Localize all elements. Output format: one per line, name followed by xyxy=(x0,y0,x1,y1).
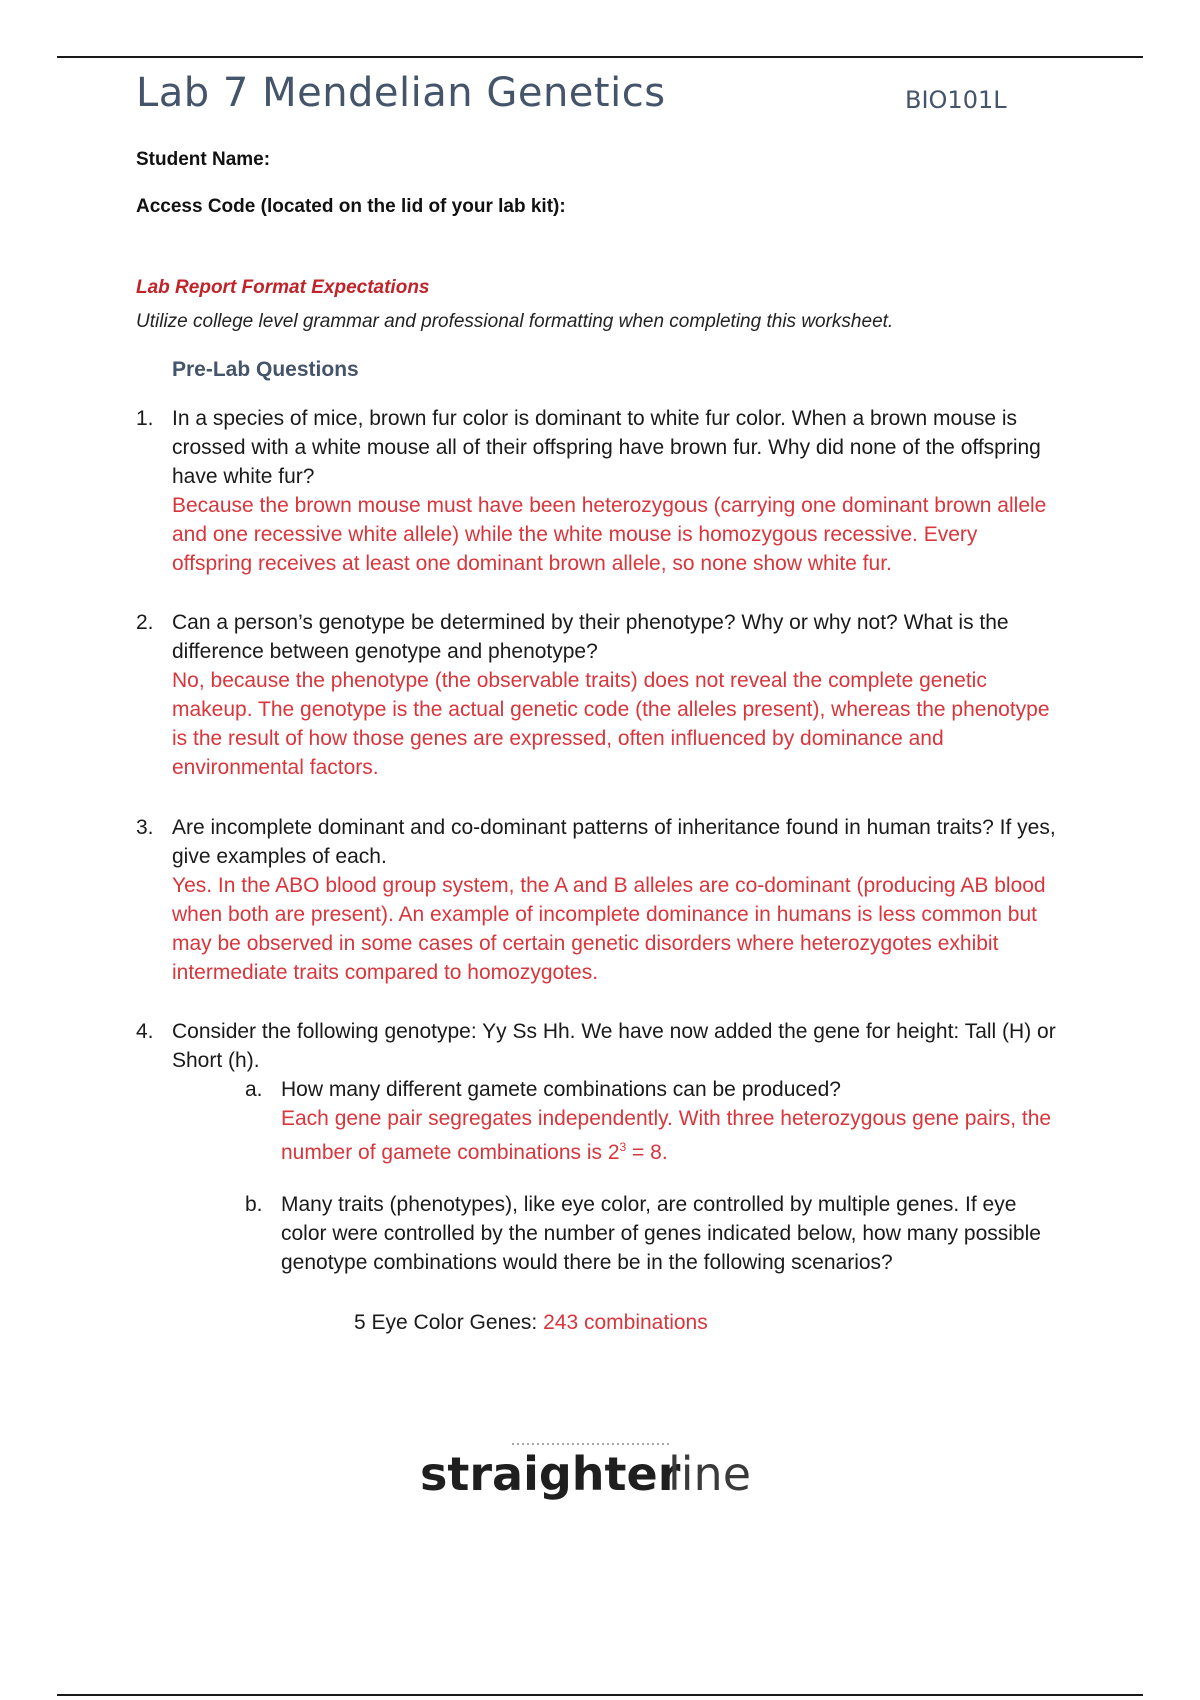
question-text: Can a person’s genotype be determined by their phenotype? Why or why not? What is the difference between genotype and phenotype? xyxy=(172,611,1009,663)
access-code-label: Access Code (located on the lid of your lab kit): xyxy=(136,196,566,217)
straighterline-logo xyxy=(420,1440,780,1510)
question-number: 3. xyxy=(136,816,154,839)
subquestion-letter: a. xyxy=(245,1078,263,1101)
question-number: 2. xyxy=(136,611,154,634)
question-text: Consider the following genotype: Yy Ss Hh. We have now added the gene for height: Tall (H) or Short (h). xyxy=(172,1020,1056,1072)
question-text: In a species of mice, brown fur color is dominant to white fur color. When a brown mouse is crossed with a white mouse all of their offspring have brown fur. Why did none of the offspring have white fur? xyxy=(172,407,1041,488)
answer-text-part: = 8. xyxy=(626,1141,668,1164)
eye-color-answer: 243 combinations xyxy=(543,1311,708,1334)
question-1 xyxy=(136,404,1056,578)
logo-light-text: line xyxy=(668,1447,752,1501)
answer-exponent: 3 xyxy=(619,1140,627,1154)
eye-color-line xyxy=(354,1311,708,1335)
bottom-rule xyxy=(57,1694,1143,1696)
question-text: Are incomplete dominant and co-dominant patterns of inheritance found in human traits? If yes, give examples of each. xyxy=(172,816,1056,868)
answer-text: Because the brown mouse must have been heterozygous (carrying one dominant brown allele and one recessive white allele) while the white mouse is homozygous recessive. Every offspring receives at least one dominant brown allele, so none show white fur. xyxy=(172,494,1047,575)
eye-color-label: 5 Eye Color Genes: xyxy=(354,1311,538,1334)
answer-text-part: Each gene pair segregates independently. With three heterozygous gene pairs, the number of gamete combinations is 2 xyxy=(281,1107,1052,1164)
answer-text: No, because the phenotype (the observable traits) does not reveal the complete genetic makeup. The genotype is the actual genetic code (the alleles present), whereas the phenotype is the result of how those genes are expressed, often influenced by dominance and environmental factors. xyxy=(172,669,1050,779)
format-text: Utilize college level grammar and professional formatting when completing this worksheet. xyxy=(136,311,894,332)
subquestion-letter: b. xyxy=(245,1193,263,1216)
format-heading: Lab Report Format Expectations xyxy=(136,277,430,298)
question-number: 4. xyxy=(136,1020,154,1043)
question-number: 1. xyxy=(136,407,154,430)
question-3 xyxy=(136,813,1056,987)
subquestion-text: How many different gamete combinations can be produced? xyxy=(281,1078,841,1101)
logo-bold-text: straighter xyxy=(420,1447,681,1501)
course-code: BIO101L xyxy=(905,86,1007,114)
student-name-label: Student Name: xyxy=(136,149,271,170)
question-2 xyxy=(136,608,1056,782)
answer-text xyxy=(281,1104,1056,1167)
subquestion-text: Many traits (phenotypes), like eye color, are controlled by multiple genes. If eye color were controlled by the number of genes indicated below, how many possible genotype combinations would there be in the following scenarios? xyxy=(281,1193,1041,1274)
subquestion-a xyxy=(245,1075,1056,1167)
subquestion-b xyxy=(245,1190,1056,1277)
prelab-heading: Pre-Lab Questions xyxy=(172,358,359,381)
page-title: Lab 7 Mendelian Genetics xyxy=(136,70,666,116)
answer-text: Yes. In the ABO blood group system, the A and B alleles are co-dominant (producing AB blood when both are present). An example of incomplete dominance in humans is less common but may be observed in some cases of certain genetic disorders where heterozygotes exhibit intermediate traits compared to homozygotes. xyxy=(172,874,1046,984)
top-rule xyxy=(57,56,1143,58)
question-4 xyxy=(136,1017,1056,1277)
